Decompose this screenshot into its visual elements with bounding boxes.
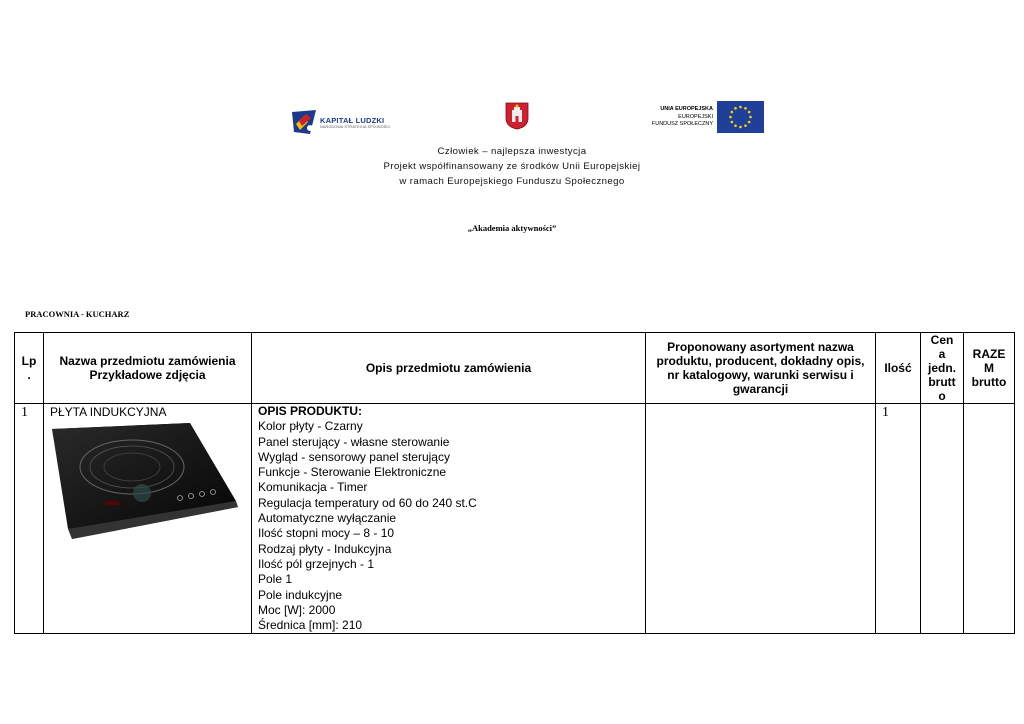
project-title: „Akademia aktywności” xyxy=(467,223,557,233)
eu-star-icon xyxy=(731,111,734,114)
eu-star-icon xyxy=(734,107,737,110)
description-line: Pole indukcyjne xyxy=(258,587,343,602)
description-line: Ilość stopni mocy – 8 - 10 xyxy=(258,526,395,541)
description-line: Pole 1 xyxy=(258,572,293,587)
kapital-ludzki-subtitle: NARODOWA STRATEGIA SPÓJNOŚCI xyxy=(320,125,391,129)
section-title: PRACOWNIA - KUCHARZ xyxy=(25,309,130,319)
row-proposed xyxy=(646,404,876,634)
eu-flag-icon xyxy=(717,101,764,133)
eu-star-icon xyxy=(748,111,751,114)
description-line: Wygląd - sensorowy panel sterujący xyxy=(258,449,450,464)
header-unit-price: Cen a jedn. brutt o xyxy=(921,333,964,404)
description-line: Rodzaj płyty - Indukcyjna xyxy=(258,541,392,556)
description-line: Panel sterujący - własne sterowanie xyxy=(258,434,450,449)
description-line: Regulacja temperatury od 60 do 240 st.C xyxy=(258,495,477,510)
description-line: Automatyczne wyłączanie xyxy=(258,511,397,526)
header-lp: Lp . xyxy=(15,333,44,404)
kapital-ludzki-emblem-icon xyxy=(290,108,318,136)
induction-hob-photo xyxy=(50,421,240,541)
eu-star-icon xyxy=(744,107,747,110)
table-row xyxy=(15,404,1015,634)
eu-logo-line3: FUNDUSZ SPOŁECZNY xyxy=(651,121,713,127)
coat-of-arms-icon xyxy=(505,102,529,130)
header-proposed: Proponowany asortyment nazwa produktu, producent, dokładny opis, nr katalogowy, warunki serwisu i gwarancji xyxy=(646,333,876,404)
eu-logo-line2: EUROPEJSKI xyxy=(678,114,713,120)
row-item-name-cell xyxy=(44,404,252,634)
description-heading: OPIS PRODUKTU: xyxy=(258,404,363,418)
row-lp: 1 xyxy=(15,404,44,634)
row-quantity: 1 xyxy=(876,404,921,634)
header-line-2: Projekt współfinansowany ze środków Unii Europejskiej xyxy=(383,161,641,172)
row-description xyxy=(252,404,646,634)
eu-star-icon xyxy=(739,106,742,109)
description-line: Średnica [mm]: 210 xyxy=(258,618,363,633)
description-line: Ilość pól grzejnych - 1 xyxy=(258,556,375,571)
description-line: Kolor płyty - Czarny xyxy=(258,419,363,434)
header-quantity: Ilość xyxy=(876,333,921,404)
kapital-ludzki-logo xyxy=(290,108,402,138)
eu-logo xyxy=(645,100,765,134)
row-total xyxy=(964,404,1015,634)
kapital-ludzki-title: KAPITAŁ LUDZKI xyxy=(320,116,385,125)
header-description: Opis przedmiotu zamówienia xyxy=(252,333,646,404)
header-line-1: Człowiek – najlepsza inwestycja xyxy=(437,146,587,157)
eu-star-icon xyxy=(734,124,737,127)
eu-star-icon xyxy=(729,116,732,119)
table-header-row xyxy=(15,333,1015,404)
eu-star-icon xyxy=(739,126,742,129)
eu-star-icon xyxy=(749,116,752,119)
row-item-name: PŁYTA INDUKCYJNA xyxy=(50,405,167,419)
eu-logo-line1: UNIA EUROPEJSKA xyxy=(660,106,713,112)
description-line: Funkcje - Sterowanie Elektroniczne xyxy=(258,465,447,480)
eu-star-icon xyxy=(731,121,734,124)
header-item-name: Nazwa przedmiotu zamówienia Przykładowe zdjęcia xyxy=(44,333,252,404)
header-line-3: w ramach Europejskiego Funduszu Społecznego xyxy=(399,176,625,187)
eu-star-icon xyxy=(744,124,747,127)
order-table xyxy=(14,332,1015,634)
description-line: Komunikacja - Timer xyxy=(258,480,368,495)
eu-star-icon xyxy=(748,121,751,124)
header-total: RAZE M brutto xyxy=(964,333,1015,404)
description-line: Moc [W]: 2000 xyxy=(258,602,336,617)
row-unit-price xyxy=(921,404,964,634)
